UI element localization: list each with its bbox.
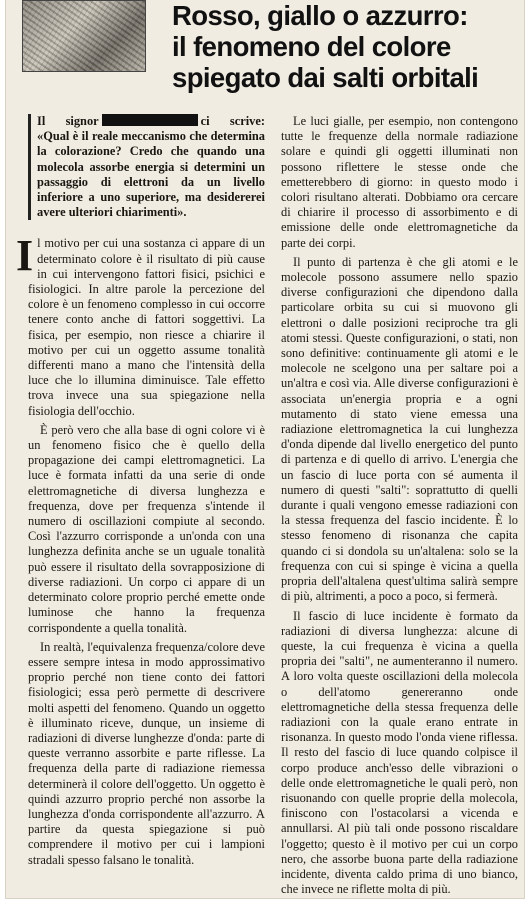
drop-cap: I	[16, 231, 34, 281]
paragraph: Le luci gialle, per esempio, non contengono tutte le frequenze della normale radiazione solare e quindi gli oggetti illuminati non possono riflettere le stesse onde che emetterebbero di giorno: in questo modo i colori risultano alterati. Dobbiamo ora cercare di chiarire il processo di assorbimento e di emissione delle onde elettromagnetiche da parte dei corpi.	[281, 114, 518, 250]
paragraph-text: l motivo per cui una sostanza ci appare di un determinato colore è il risultato di più cause in cui intervengono fattori fisici, psichici e fisiologici. In altre parole la percezione del colore è un fenomeno complesso in cui occorre tenere conto anche di fattori soggettivi. La fisica, per esempio, non riesce a chiarire il motivo per cui un oggetto assume tonalità differenti mano a mano che l'intensità della luce che lo illumina diminuisce. Tale effetto trova invece una sua spiegazione nella fisiologia dell'occhio.	[28, 236, 265, 418]
lead-question: ci scrive: «Qual è il reale meccanismo che determina la colorazione? Credo che quando una molecola assorbe energia si determini un passaggio di elettroni da un livello inferiore a uno superiore, ma desidererei avere ulteriori chiarimenti».	[37, 114, 265, 220]
paragraph: In realtà, l'equivalenza frequenza/colore deve essere sempre intesa in modo approssimativo proprio perché non tiene conto dei fattori fisiologici; essa però permette di descrivere molti aspetti del fenomeno. Quando un oggetto è illuminato riceve, dunque, un insieme di radiazioni di diverse lunghezze d'onda: parte di queste verranno assorbite e parte riflesse. La frequenza della parte di radiazione riemessa determinerà il colore dell'oggetto. Un oggetto è quindi azzurro proprio perché non assorbe la lunghezza d'onda corrispondente all'azzurro. A partire da questa spiegazione si può comprendere il motivo per cui i lampioni stradali spesso falsano le tonalità.	[28, 639, 265, 867]
article-body	[16, 114, 518, 897]
paragraph: È però vero che alla base di ogni colore vi è un fenomeno fisico che è quello della propagazione dei campi elettromagnetici. La luce è formata infatti da una serie di onde elettromagnetiche di diversa lunghezza e frequenza, dove per frequenza s'intende il numero di oscillazioni compiute al secondo. Così l'azzurro corrisponde a un'onda con una lunghezza definita anche se un uguale tonalità può essere il risultato della sovrapposizione di diverse radiazioni. Un corpo ci appare di un determinato colore proprio perché emette onde luminose che hanno la frequenza corrispondente a quella tonalità.	[28, 422, 265, 635]
lead-prefix: Il signor	[37, 114, 99, 128]
headline: Rosso, giallo o azzurro: il fenomeno del colore spiegato dai salti orbitali	[172, 0, 479, 93]
photo-thumbnail	[22, 0, 146, 72]
paragraph: Il fascio di luce incidente è formato da radiazioni di diversa lunghezza: alcune di queste, la cui frequenza è vicina a quella propria dei "salti", ne aumenteranno il numero. A loro volta queste oscillazioni della molecola o dell'atomo genereranno onde elettromagnetiche della stessa frequenza delle radiazioni con la quale erano entrate in risonanza. In questo modo l'onda viene riflessa. Il resto del fascio di luce quando colpisce il corpo produce anch'esso delle vibrazioni o delle onde elettromagnetiche le quali però, non risuonando con quelle proprie della molecola, finiscono con l'ostacolarsi a vicenda e annullarsi. Al più tali onde possono riscaldare l'oggetto; questo è il motivo per cui un corpo nero, che assorbe buona parte della radiazione incidente, diventa caldo prima di uno bianco, che invece ne riflette molta di più.	[281, 608, 518, 897]
paragraph	[16, 231, 265, 418]
column-right	[281, 114, 518, 897]
reader-question	[28, 114, 265, 220]
paragraph: Il punto di partenza è che gli atomi e le molecole possono assumere nello spazio diverse configurazioni che dipendono dalla particolare orbita su cui si muovono gli elettroni o dalle posizioni reciproche tra gli atomi stessi. Queste configurazioni, o stati, non sono definitive: continuamente gli atomi e le molecole ne scelgono una per saltare poi a un'altra e così via. Alle diverse configurazioni è associata un'energia propria e a ogni mutamento di stato viene emessa una radiazione elettromagnetica la cui lunghezza d'onda dipende dal livello energetico del punto di partenza e di quello di arrivo. L'energia che un fascio di luce porta con sé aumenta il numero di questi "salti": soprattutto di quelli durante i quali vengono emesse radiazioni con la stessa frequenza del fascio incidente. È lo stesso fenomeno di risonanza che capita quando ci si dondola su un'altalena: solo se la frequenza con cui si spinge è vicina a quella propria dell'altalena quest'ultima salirà sempre di più, altrimenti, a poco a poco, si fermerà.	[281, 254, 518, 604]
redaction-bar	[102, 114, 198, 126]
column-left	[16, 114, 265, 897]
